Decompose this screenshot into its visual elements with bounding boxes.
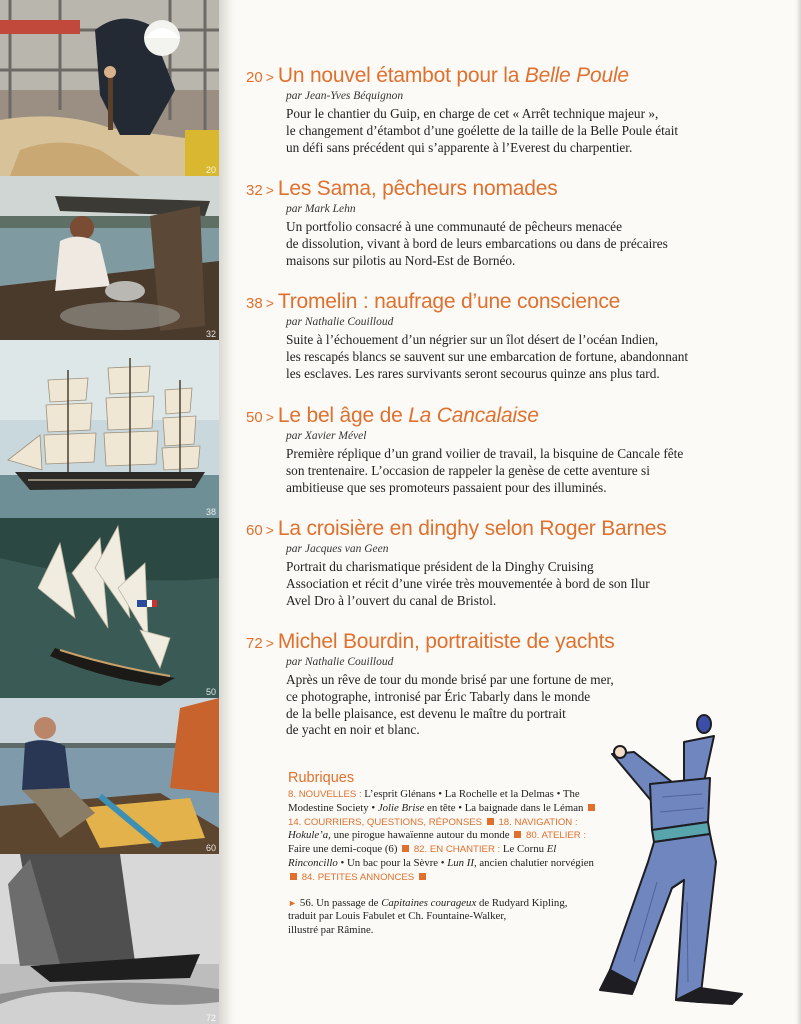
rubriques-section bbox=[288, 770, 606, 938]
rubrique-petites-annonces[interactable]: 84. PETITES ANNONCES bbox=[301, 871, 415, 883]
rubriques-list: 8. NOUVELLES : L’esprit Glénans • La Rochelle et la Delmas • The Modestine Society • Jolie Brise en tête • La baignade dans le Léman 14. COURRIERS, QUESTIONS, RÉPONSES 18. NAVIGATION : Hokule’a, une pirogue hawaïenne autour du monde 80. ATELIER : Faire une demi-coque (6) 82. EN CHANTIER : Le Cornu El Rinconcillo • Un bac pour la Sèvre • Lun II, ancien chalutier norvégien 84. PETITES ANNONCES bbox=[288, 788, 594, 883]
sailor-drawing-icon bbox=[592, 712, 792, 1012]
photo-carpenter bbox=[0, 0, 219, 176]
article-page-number: 50 bbox=[246, 409, 263, 426]
rubrique-atelier[interactable]: 80. ATELIER : bbox=[525, 830, 587, 842]
article-page-number: 20 bbox=[246, 69, 263, 86]
photo-page-number: 60 bbox=[205, 843, 216, 853]
photo-column bbox=[0, 0, 219, 1024]
square-bullet-icon bbox=[514, 831, 521, 838]
photo-page-number: 20 bbox=[205, 165, 216, 175]
article-summary: Pour le chantier du Guip, en charge de cet « Arrêt technique majeur », le changement d’étambot d’une goélette de la taille de la Belle Poule était un défi sans précédent qui s’apparente à l’Everest du charpentier. bbox=[286, 106, 679, 155]
article-title[interactable]: Les Sama, pêcheurs nomades bbox=[277, 177, 558, 200]
photo-page-number: 50 bbox=[205, 687, 216, 697]
article-author: par Xavier Mével bbox=[286, 430, 367, 442]
article-author: par Mark Lehn bbox=[286, 203, 356, 215]
article-title[interactable]: Michel Bourdin, portraitiste de yachts bbox=[277, 630, 615, 653]
photo-woman-cooking bbox=[0, 176, 219, 340]
rubrique-nouvelles[interactable]: 8. NOUVELLES : bbox=[288, 789, 362, 800]
rubriques-title: Rubriques bbox=[288, 770, 355, 786]
arrow-icon: > bbox=[265, 295, 274, 311]
article-heading[interactable] bbox=[246, 404, 746, 428]
article-heading[interactable] bbox=[246, 177, 746, 201]
arrow-icon: > bbox=[265, 182, 274, 198]
photo-bw-yacht bbox=[0, 854, 219, 1024]
photo-bisquine bbox=[0, 518, 219, 698]
article-page-number: 38 bbox=[246, 295, 263, 312]
photo-page-number: 32 bbox=[205, 329, 216, 339]
article-author: par Jean-Yves Béquignon bbox=[286, 90, 404, 102]
rubrique-navigation[interactable]: 18. NAVIGATION : bbox=[498, 816, 578, 828]
triangle-pointer-icon: ► bbox=[288, 897, 297, 908]
article-author: par Jacques van Geen bbox=[286, 543, 389, 555]
article-author: par Nathalie Couilloud bbox=[286, 656, 394, 668]
rubrique-courriers[interactable]: 14. COURRIERS, QUESTIONS, RÉPONSES bbox=[288, 816, 483, 828]
article-page-number: 32 bbox=[246, 182, 263, 199]
square-bullet-icon bbox=[290, 873, 297, 880]
article-summary: Un portfolio consacré à une communauté de pêcheurs menacée de dissolution, vivant à bord de leurs embarcations ou dans de précaires maisons sur pilotis au Nord-Est de Bornéo. bbox=[286, 219, 668, 268]
arrow-icon: > bbox=[265, 635, 274, 651]
article-heading[interactable] bbox=[246, 630, 746, 654]
page-binding bbox=[796, 0, 801, 1024]
square-bullet-icon bbox=[487, 818, 494, 825]
article-entry[interactable] bbox=[246, 517, 746, 609]
article-summary: Portrait du charismatique président de la Dinghy Cruising Association et récit d’une virée très mouvementée à bord de son Ilur Avel Dro à l’ouvert du canal de Bristol. bbox=[286, 559, 650, 608]
article-author: par Nathalie Couilloud bbox=[286, 316, 394, 328]
article-title[interactable]: La croisière en dinghy selon Roger Barnes bbox=[277, 517, 667, 540]
arrow-icon: > bbox=[265, 522, 274, 538]
article-title[interactable]: Le bel âge de La Cancalaise bbox=[277, 404, 539, 427]
page-gutter bbox=[219, 0, 237, 1024]
article-title[interactable]: Tromelin : naufrage d’une conscience bbox=[277, 290, 621, 313]
arrow-icon: > bbox=[265, 409, 274, 425]
article-entry[interactable] bbox=[246, 290, 746, 382]
kipling-footnote: ► 56. Un passage de Capitaines courageux de Rudyard Kipling, traduit par Louis Fabulet et Ch. Fountaine-Walker, illustré par Râmine. bbox=[288, 896, 568, 937]
article-page-number: 72 bbox=[246, 635, 263, 652]
article-summary: Après un rêve de tour du monde brisé par une fortune de mer, ce photographe, intronisé par Éric Tabarly dans le monde de la belle plaisance, est devenu le maître du portrait de yacht en noir et blanc. bbox=[286, 672, 614, 738]
square-bullet-icon bbox=[419, 873, 426, 880]
photo-page-number: 38 bbox=[205, 507, 216, 517]
arrow-icon: > bbox=[265, 69, 274, 85]
article-heading[interactable] bbox=[246, 290, 746, 314]
article-heading[interactable] bbox=[246, 517, 746, 541]
rubrique-en-chantier[interactable]: 82. EN CHANTIER : bbox=[413, 844, 501, 856]
article-summary: Première réplique d’un grand voilier de travail, la bisquine de Cancale fête son trentenaire. L’occasion de rappeler la genèse de cette aventure si ambitieuse que ses promoteurs passaient pour des illuminés. bbox=[286, 446, 684, 495]
article-page-number: 60 bbox=[246, 522, 263, 539]
article-heading[interactable] bbox=[246, 64, 746, 88]
article-title[interactable]: Un nouvel étambot pour la Belle Poule bbox=[277, 64, 629, 87]
photo-dinghy-man bbox=[0, 698, 219, 854]
photo-page-number: 72 bbox=[205, 1013, 216, 1023]
article-entry[interactable] bbox=[246, 64, 746, 156]
square-bullet-icon bbox=[402, 845, 409, 852]
article-entry[interactable] bbox=[246, 404, 746, 496]
article-entry[interactable] bbox=[246, 177, 746, 269]
photo-ship-painting bbox=[0, 340, 219, 518]
article-summary: Suite à l’échouement d’un négrier sur un îlot désert de l’océan Indien, les rescapés blancs se sauvent sur une embarcation de fortune, abandonnant les esclaves. Les rares survivants seront secourus quinze ans plus tard. bbox=[286, 332, 689, 381]
